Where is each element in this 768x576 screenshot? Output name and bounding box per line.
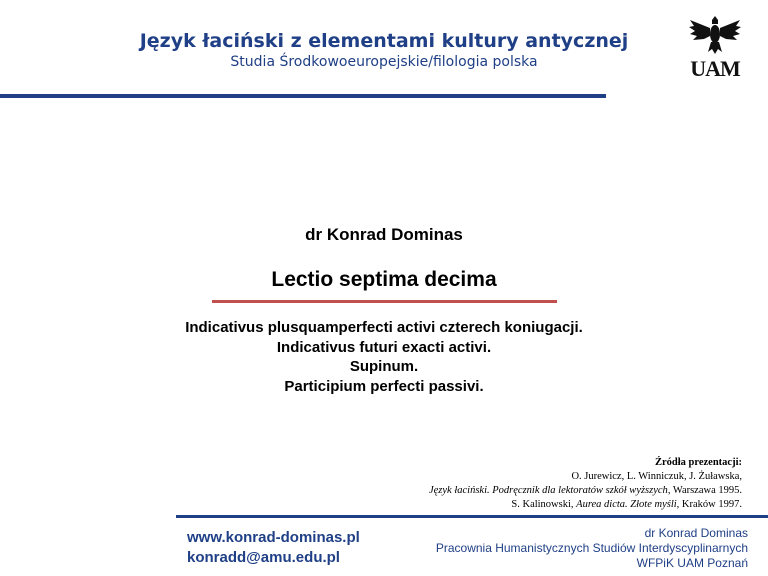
affiliation-faculty: WFPiK UAM Poznań [636, 556, 748, 570]
author-name: dr Konrad Dominas [305, 225, 463, 244]
sources-heading: Źródła prezentacji: [655, 457, 742, 468]
affiliation-name: dr Konrad Dominas [644, 526, 748, 540]
source-book-title: Aurea dicta. Złote myśli [576, 499, 677, 510]
header-divider [0, 94, 606, 98]
source-line [429, 498, 742, 512]
website-link[interactable]: www.konrad-dominas.pl [187, 529, 360, 546]
eagle-icon [686, 12, 744, 56]
affiliation-unit: Pracownia Humanistycznych Studiów Interdyscyplinarnych [435, 541, 748, 555]
affiliation [436, 526, 748, 571]
uam-logo [686, 12, 744, 81]
title-divider [212, 300, 557, 303]
topic-item: Indicativus futuri exacti activi. [276, 338, 492, 356]
lesson-title: Lectio septima decima [271, 268, 497, 291]
source-line [429, 484, 742, 498]
source-line: O. Jurewicz, L. Winniczuk, J. Żuławska, [571, 471, 742, 482]
footer-divider [176, 515, 768, 518]
course-title: Język łaciński z elementami kultury antycznej [139, 30, 629, 52]
course-subtitle: Studia Środkowoeuropejskie/filologia polska [230, 54, 538, 70]
logo-text: UAM [690, 56, 740, 81]
source-book-title: Język łaciński. Podręcznik dla lektoratów szkół wyższych [428, 485, 668, 496]
footer-links [187, 528, 360, 568]
topic-list [0, 318, 768, 396]
source-publication: , Warszawa 1995. [667, 485, 742, 496]
topic-item: Supinum. [349, 358, 419, 375]
email-link[interactable]: konradd@amu.edu.pl [187, 549, 340, 566]
topic-item: Participium perfecti passivi. [284, 377, 484, 395]
source-publication: , Kraków 1997. [676, 499, 742, 510]
source-author: S. Kalinowski, [511, 499, 577, 510]
sources-block [429, 456, 742, 512]
topic-item: Indicativus plusquamperfecti activi czterech koniugacji. [185, 319, 583, 336]
